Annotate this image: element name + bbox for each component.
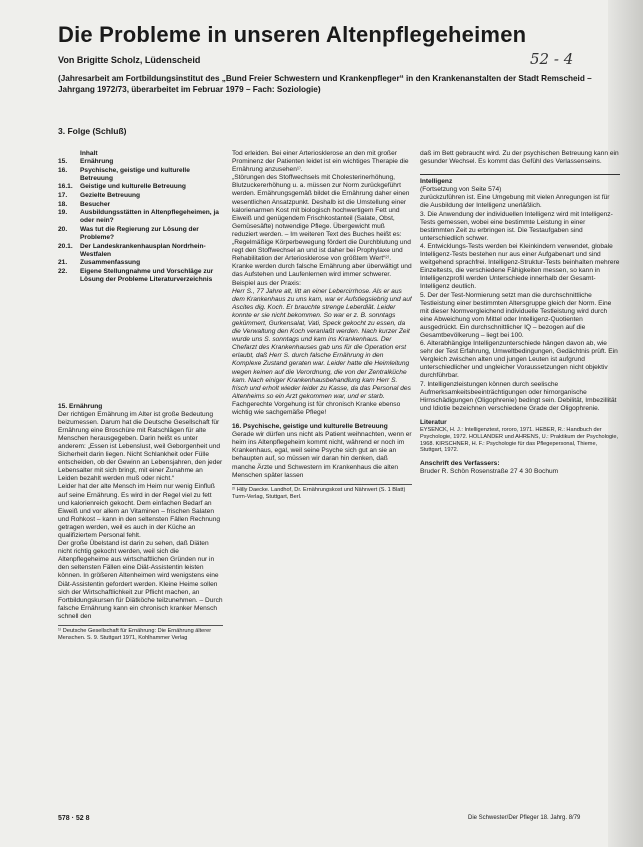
article-intro: (Jahresarbeit am Fortbildungsinstitut des „Bund Freier Schwestern und Krankenpfleger“ in den Krankenanstalten der Stadt Remscheid – Jahrgang 1972/73, überarbeitet im Februar 1979 – Fach: Soziologie): [58, 74, 592, 94]
paragraph: Der große Übelstand ist darin zu sehen, daß Diäten nicht richtig gekocht werden, weil sich die Altenpflegeheime aus wirtschaftlichen Gründen nur in den seltensten Fällen eine Diät-Assistentin leisten können. In größeren Altenheimen wird wenigstens eine Diät-Assistentin gefordert werden. Kleine Heime sollen sich der Wirtschaftlichkeit zur Pflicht machen, an Fortbildungskursen für Diätköche teilzunehmen. – Durch falsche Ernährung kann ein chronisch kranker Mensch schnell den: [58, 540, 223, 620]
toc-item: [58, 226, 223, 242]
toc-text: Was tut die Regierung zur Lösung der Probleme?: [80, 225, 199, 241]
toc-item: [58, 201, 223, 209]
box-subtitle: (Fortsetzung von Seite 574): [420, 186, 502, 194]
running-footer: Die Schwester/Der Pfleger 18. Jahrg. 8/79: [468, 815, 581, 821]
author-address: Bruder R. Schön Rosenstraße 27 4 30 Bochum: [420, 468, 559, 476]
toc-item: [58, 183, 223, 191]
toc-text: Zusammenfassung: [80, 259, 141, 267]
paragraph: „Störungen des Stoffwechsels mit Cholesterinerhöhung, Blutzuckererhöhung u. a. müssen zur Norm zurückgeführt werden. Ernährungsgemäß bildet die Ernährung daher einen wesentlichen Ansatzpunkt. Deshalb ist die Umstellung einer kalorienarmen Kost mit biologisch hochwertigem Fett und Eiweiß und genügendem Frischkostanteil (Salate, Obst, Gemüsesäfte) notwendige Pflege. Übergewicht muß reduziert werden. – Im weiteren Text des Buches heißt es: „Regelmäßige Körperbewegung fördert die Durchblutung und regt den Stoffwechsel an und ist daher bei Prophylaxe und Rehabilitation der Arteriosklerose von größtem Wert“²⁾.: [232, 174, 411, 263]
sidebar-box-intelligenz: [420, 174, 620, 476]
toc-text: Geistige und kulturelle Betreuung: [80, 183, 186, 191]
toc-text: Psychische, geistige und kulturelle Betreuung: [80, 166, 190, 182]
paragraph: Tod erleiden. Bei einer Arteriosklerose an den mit großer Prominenz der Patienten leidet ist ein wichtiges Therapie die Ernährung anzusehen¹⁾.: [232, 150, 409, 174]
box-item: 6. Alterabhängige Intelligenzunterschiede hängen davon ab, wie sehr der Test Erfahrung, Umweltbedingungen, Gedächtnis prüft. Ein Vergleich zwischen alten und jungen Leuten ist aufgrund unterschiedlicher und ungleicher Voraussetzungen nicht objektiv durchführbar.: [420, 340, 618, 380]
paragraph: Gerade wir dürfen uns nicht als Patient weihnachten, wenn er heim ins Altenpflegeheim kommt nicht, während er noch im Krankenhaus, egal, weil seine Psyche sich gut an sie an behaupten auf, so müssen wir daran hin denken, daß manche Ärzte und Schwestern im Krankenhaus die alten Menschen später lassen: [232, 431, 412, 479]
example-paragraph: Herr S., 77 Jahre alt, litt an einer Lebercirrhose. Als er aus dem Krankenhaus zu uns kam, war er Aufstiegsiebrig und auf Ascites dig. Koch. Er brauchte strenge Leberdiät. Leider konnte er sie nicht bekommen. So war er z. B. sonntags gekümmert, Gurkensalat, Vati, Speck gekocht zu essen, da die Verwaltung den Koch veranlaßt werden. Nach kurzer Zeit wurde uns S. sonntags und kam ins Krankenhaus. Der Chefarzt des Krankenhauses gab uns für die Operation erst erlaubt, daß Herr S. durch falsche Ernährung in den Komplexe Zustand geraten war. Leider hatte die Heimleitung wegen keinen auf die Verordnung, die von der Zentralküche kam. Nach einiger Krankenhausbehandlung kam Herr S. frisch und erholt wieder leider zu Kasse, da das Personal des Altenheims so ein Arzt gekommen war, und er starb.: [232, 287, 412, 400]
toc-number: 20.: [58, 225, 68, 233]
series-part: 3. Folge (Schluß): [58, 126, 127, 136]
handwritten-note: 52 - 4: [530, 50, 574, 68]
toc-text: Eigene Stellungnahme und Vorschläge zur Lösung der Probleme Literaturverzeichnis: [80, 267, 214, 283]
toc-text: Gezielte Betreuung: [80, 191, 141, 199]
paragraph: Der richtigen Ernährung im Alter ist große Bedeutung beizumessen. Darum hat die Deutsche Gesellschaft für Ernährung eine Broschüre mit Ratschlägen für alte Menschen herausgegeben. Darin heißt es unter anderem: „Essen ist Lebenslust, weil Geborgenheit und Sicherheit darin liegen. Nicht Schlankheit oder Fülle entscheiden, ob der Gewinn an Lebensjahren, den jeder Lebensalter mit sich bringt, mit einer Zunahme an Leiden bezahlt werden muß oder nicht.“: [58, 410, 223, 483]
table-of-contents: [58, 158, 223, 284]
toc-item: [58, 243, 223, 259]
literature-heading: Literatur: [420, 418, 447, 426]
toc-number: 21.: [58, 259, 68, 267]
toc-item: [58, 209, 223, 225]
toc-text: Der Landeskrankenhausplan Nordrhein-Westfalen: [80, 242, 206, 258]
literature-list: EYSENCK, H. J.: Intelligenztest, rororo, 1971. HEBER, R.: Handbuch der Psychologie, 1972. HOLLANDER und AHRENS, U.: Praktikum der Psychologie, 1968. KIRSCHNER, H. F.: Psychologie für das Pflegepersonal, Thieme, Stuttgart, 1972.: [420, 427, 619, 454]
address-heading: Anschrift des Verfassers:: [420, 460, 500, 468]
toc-text: Besucher: [80, 200, 111, 208]
box-item: 3. Die Anwendung der individuellen Intelligenz wird mit Intelligenz-Tests gemessen, wobei eine bestimmte Leistung in einer bestimmten Zeit zu erbringen ist. Die Testaufgaben sind unterschiedlich schwer.: [420, 210, 613, 242]
paragraph: daß im Bett gebraucht wird. Zu der psychischen Betreuung kann ein gesunder Wechsel. Es kommt das Gefühl des Verlassenseins.: [420, 150, 619, 166]
box-item: zurückzuführen ist. Eine Umgebung mit vielen Anregungen ist für die Ausbildung der Intelligenz unerläßlich.: [420, 194, 610, 210]
article-title: Die Probleme in unseren Altenpflegeheimen: [58, 22, 527, 47]
box-items: [420, 194, 620, 413]
footnote: ²⁾ Hilly Daecke. Landhof, Dr. Ernährungskost und Nährwert (S. 1 Blatt) Turm-Verlag, Stuttgart, Berl.: [232, 484, 412, 501]
footnote: ¹⁾ Deutsche Gesellschaft für Ernährung: Die Ernährung älterer Menschen. S. 9. Stuttgart 1971, Kohlhammer Verlag: [58, 625, 223, 642]
box-item: 7. Intelligenzleistungen können durch seelische Aufmerksamkeitsbeeinträchtigungen oder hirnorganische Hirnschädigungen (Oligophrenie) bedingt sein. Debilität, Imbezillität und Idiotie bezeichnen verschiedene Grade der Oligophrenie.: [420, 380, 617, 412]
toc-item: [58, 167, 223, 183]
section-heading-16: 16. Psychische, geistige und kulturelle Betreuung: [232, 423, 388, 431]
toc-number: 15.: [58, 158, 68, 166]
toc-number: 18.: [58, 200, 68, 208]
toc-number: 22.: [58, 267, 68, 275]
toc-number: 19.: [58, 209, 68, 217]
column-3: [420, 150, 620, 805]
box-title: Intelligenz: [420, 178, 453, 186]
toc-heading: Inhalt: [80, 150, 98, 157]
toc-text: Ernährung: [80, 158, 114, 166]
toc-item: [58, 268, 223, 284]
toc-item: [58, 192, 223, 200]
article-author: Von Brigitte Scholz, Lüdenscheid: [58, 55, 201, 65]
toc-text: Ausbildungsstätten in Altenpflegeheimen, ja oder nein?: [80, 209, 219, 225]
toc-number: 16.1.: [58, 183, 73, 191]
box-item: 5. Der der Test-Normierung setzt man die durchschnittliche Testleistung einer bestimmten Altersgruppe gleich der Norm. Eine mit dieser Normvergleichend individuelle Testleistung wird durch eine Abweichung vom Mittel oder Intelligenz-Quotienten ausgedrückt. Ein durchschnittlicher IQ – bezogen auf die Gesamtbevölkerung – liegt bei 100.: [420, 291, 612, 339]
toc-number: 16.: [58, 166, 68, 174]
toc-item: [58, 158, 223, 166]
column-2: [232, 150, 412, 805]
paragraph: Fachgerechte Vorgehung ist für chronisch Kranke ebenso wichtig wie sachgemäße Pflege!: [232, 400, 401, 416]
toc-number: 17.: [58, 191, 68, 199]
box-item: 4. Entwicklungs-Tests werden bei Kleinkindern verwendet, globale Intelligenz-Tests bestehen nur aus einer Aufgabenart und sind weitgehend sprachfrei. Intelligenz-Struktur-Tests beinhalten mehrere Einzeltests, die verschiedene Fähigkeiten messen, so kann in Intelligenzprofil werden Unterschiede innerhalb der Gesamt-Intelligenz deutlich.: [420, 242, 620, 291]
page-number: 578 · 52 8: [58, 815, 90, 822]
paragraph: Beispiel aus der Praxis:: [232, 279, 301, 287]
paragraph: Kranke werden durch falsche Ernährung aber überwältigt und das Aufstehen und Laufenlernen wird immer schwerer.: [232, 263, 412, 279]
toc-item: [58, 259, 223, 267]
paragraph: Leider hat der alte Mensch im Heim nur wenig Einfluß auf seine Ernährung. Es wird in der Regel viel zu fett und kalorienreich gekocht. Dem einfachen Bedarf an Eiweiß und vor allem an Vitaminen – frischen Salaten und Rohkost – kann in den seltensten Fällen Rechnung getragen werden, weil es auch in der Küche an qualifiziertem Personal fehlt.: [58, 483, 221, 539]
column-1: [58, 150, 223, 805]
toc-number: 20.1.: [58, 242, 73, 250]
section-heading-15: 15. Ernährung: [58, 402, 103, 410]
